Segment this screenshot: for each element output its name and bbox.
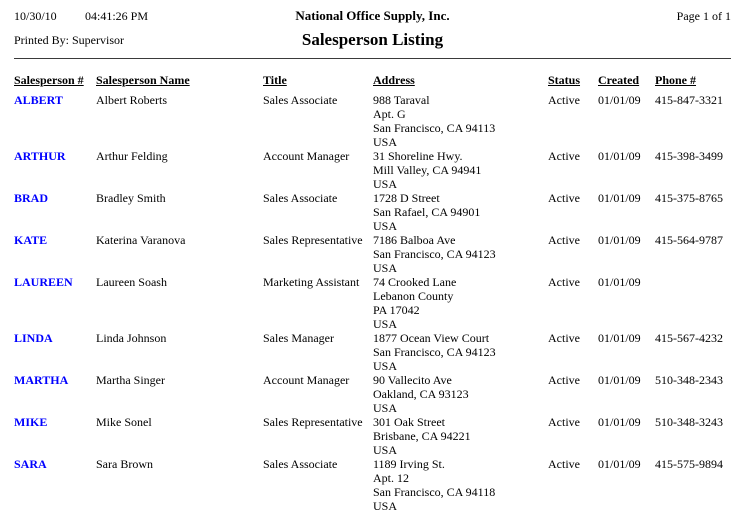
cell-salesperson-name: Albert Roberts <box>96 93 167 107</box>
cell-phone: 415-575-9894 <box>655 457 723 471</box>
address-line: USA <box>373 359 398 373</box>
address-line: 301 Oak Street <box>373 415 445 429</box>
cell-salesperson-name: Martha Singer <box>96 373 165 387</box>
report-time: 04:41:26 PM <box>85 9 149 23</box>
address-line: USA <box>373 135 398 149</box>
address-line: USA <box>373 177 398 191</box>
cell-created: 01/01/09 <box>598 93 641 107</box>
address-line: USA <box>373 261 398 275</box>
cell-address <box>373 373 548 415</box>
cell-created: 01/01/09 <box>598 373 641 387</box>
cell-phone: 415-398-3499 <box>655 149 723 163</box>
cell-phone: 510-348-3243 <box>655 415 723 429</box>
cell-status: Active <box>548 93 580 107</box>
cell-salesperson-id[interactable]: MIKE <box>14 415 48 429</box>
cell-status: Active <box>548 275 580 289</box>
cell-created: 01/01/09 <box>598 275 641 289</box>
address-line: 1189 Irving St. <box>373 457 445 471</box>
cell-status: Active <box>548 457 580 471</box>
company-name: National Office Supply, Inc. <box>295 8 450 23</box>
cell-status: Active <box>548 415 580 429</box>
cell-salesperson-name: Arthur Felding <box>96 149 168 163</box>
cell-address <box>373 457 548 513</box>
cell-address <box>373 331 548 373</box>
cell-salesperson-id[interactable]: BRAD <box>14 191 49 205</box>
cell-phone: 415-847-3321 <box>655 93 723 107</box>
cell-title: Account Manager <box>263 149 350 163</box>
table-row <box>14 93 731 149</box>
address-line: Lebanon County <box>373 289 454 303</box>
column-header-status: Status <box>548 73 581 87</box>
address-line: Mill Valley, CA 94941 <box>373 163 482 177</box>
address-line: USA <box>373 499 398 513</box>
address-line: San Francisco, CA 94123 <box>373 247 496 261</box>
table-row <box>14 233 731 275</box>
page-number: Page 1 of 1 <box>676 9 731 23</box>
cell-status: Active <box>548 331 580 345</box>
table-header-row <box>14 68 731 93</box>
cell-title: Sales Manager <box>263 331 334 345</box>
address-line: San Francisco, CA 94113 <box>373 121 496 135</box>
table-row <box>14 191 731 233</box>
cell-title: Sales Representative <box>263 233 363 247</box>
table-body <box>14 93 731 513</box>
cell-created: 01/01/09 <box>598 233 641 247</box>
cell-phone: 415-375-8765 <box>655 191 723 205</box>
column-header-created: Created <box>598 73 640 87</box>
cell-address <box>373 275 548 331</box>
address-line: 7186 Balboa Ave <box>373 233 456 247</box>
address-line: Oakland, CA 93123 <box>373 387 469 401</box>
cell-salesperson-id[interactable]: ARTHUR <box>14 149 66 163</box>
cell-address <box>373 191 548 233</box>
cell-phone: 510-348-2343 <box>655 373 723 387</box>
cell-address <box>373 233 548 275</box>
cell-title: Sales Associate <box>263 191 338 205</box>
cell-title: Sales Representative <box>263 415 363 429</box>
cell-title: Sales Associate <box>263 93 338 107</box>
cell-status: Active <box>548 233 580 247</box>
address-line: USA <box>373 219 398 233</box>
report-date: 10/30/10 <box>14 9 57 23</box>
address-line: USA <box>373 317 398 331</box>
cell-phone: 415-564-9787 <box>655 233 723 247</box>
report-title: Salesperson Listing <box>301 30 444 49</box>
cell-salesperson-name: Bradley Smith <box>96 191 166 205</box>
salesperson-table <box>14 68 731 513</box>
table-row <box>14 331 731 373</box>
address-line: 1877 Ocean View Court <box>373 331 490 345</box>
address-line: 1728 D Street <box>373 191 440 205</box>
address-line: 988 Taraval <box>373 93 430 107</box>
table-row <box>14 275 731 331</box>
cell-status: Active <box>548 191 580 205</box>
cell-salesperson-id[interactable]: KATE <box>14 233 48 247</box>
cell-salesperson-name: Laureen Soash <box>96 275 167 289</box>
column-header-salesperson-id: Salesperson # <box>14 73 84 87</box>
address-line: San Francisco, CA 94118 <box>373 485 496 499</box>
column-header-title: Title <box>263 73 287 87</box>
cell-created: 01/01/09 <box>598 415 641 429</box>
cell-address <box>373 93 548 149</box>
cell-phone: 415-567-4232 <box>655 331 723 345</box>
printed-by: Printed By: Supervisor <box>14 33 124 47</box>
address-line: 31 Shoreline Hwy. <box>373 149 463 163</box>
cell-address <box>373 149 548 191</box>
cell-status: Active <box>548 149 580 163</box>
address-line: USA <box>373 401 398 415</box>
address-line: Brisbane, CA 94221 <box>373 429 471 443</box>
address-line: PA 17042 <box>373 303 420 317</box>
address-line: Apt. G <box>373 107 406 121</box>
column-header-salesperson-name: Salesperson Name <box>96 73 190 87</box>
cell-title: Sales Associate <box>263 457 338 471</box>
cell-salesperson-id[interactable]: LAUREEN <box>14 275 73 289</box>
table-row <box>14 457 731 513</box>
table-row <box>14 149 731 191</box>
address-line: USA <box>373 443 398 457</box>
cell-created: 01/01/09 <box>598 149 641 163</box>
cell-salesperson-name: Linda Johnson <box>96 331 167 345</box>
cell-salesperson-id[interactable]: SARA <box>14 457 47 471</box>
header-divider <box>14 58 731 59</box>
address-line: Apt. 12 <box>373 471 409 485</box>
cell-salesperson-name: Sara Brown <box>96 457 153 471</box>
cell-created: 01/01/09 <box>598 457 641 471</box>
address-line: San Rafael, CA 94901 <box>373 205 481 219</box>
column-header-phone: Phone # <box>655 73 697 87</box>
column-header-address: Address <box>373 73 415 87</box>
address-line: 90 Vallecito Ave <box>373 373 452 387</box>
cell-address <box>373 415 548 457</box>
table-row <box>14 415 731 457</box>
cell-salesperson-name: Katerina Varanova <box>96 233 186 247</box>
cell-created: 01/01/09 <box>598 191 641 205</box>
cell-created: 01/01/09 <box>598 331 641 345</box>
table-row <box>14 373 731 415</box>
cell-title: Marketing Assistant <box>263 275 360 289</box>
address-line: 74 Crooked Lane <box>373 275 457 289</box>
address-line: San Francisco, CA 94123 <box>373 345 496 359</box>
cell-salesperson-id[interactable]: ALBERT <box>14 93 63 107</box>
cell-salesperson-name: Mike Sonel <box>96 415 152 429</box>
cell-salesperson-id[interactable]: MARTHA <box>14 373 69 387</box>
cell-title: Account Manager <box>263 373 350 387</box>
cell-salesperson-id[interactable]: LINDA <box>14 331 53 345</box>
cell-status: Active <box>548 373 580 387</box>
